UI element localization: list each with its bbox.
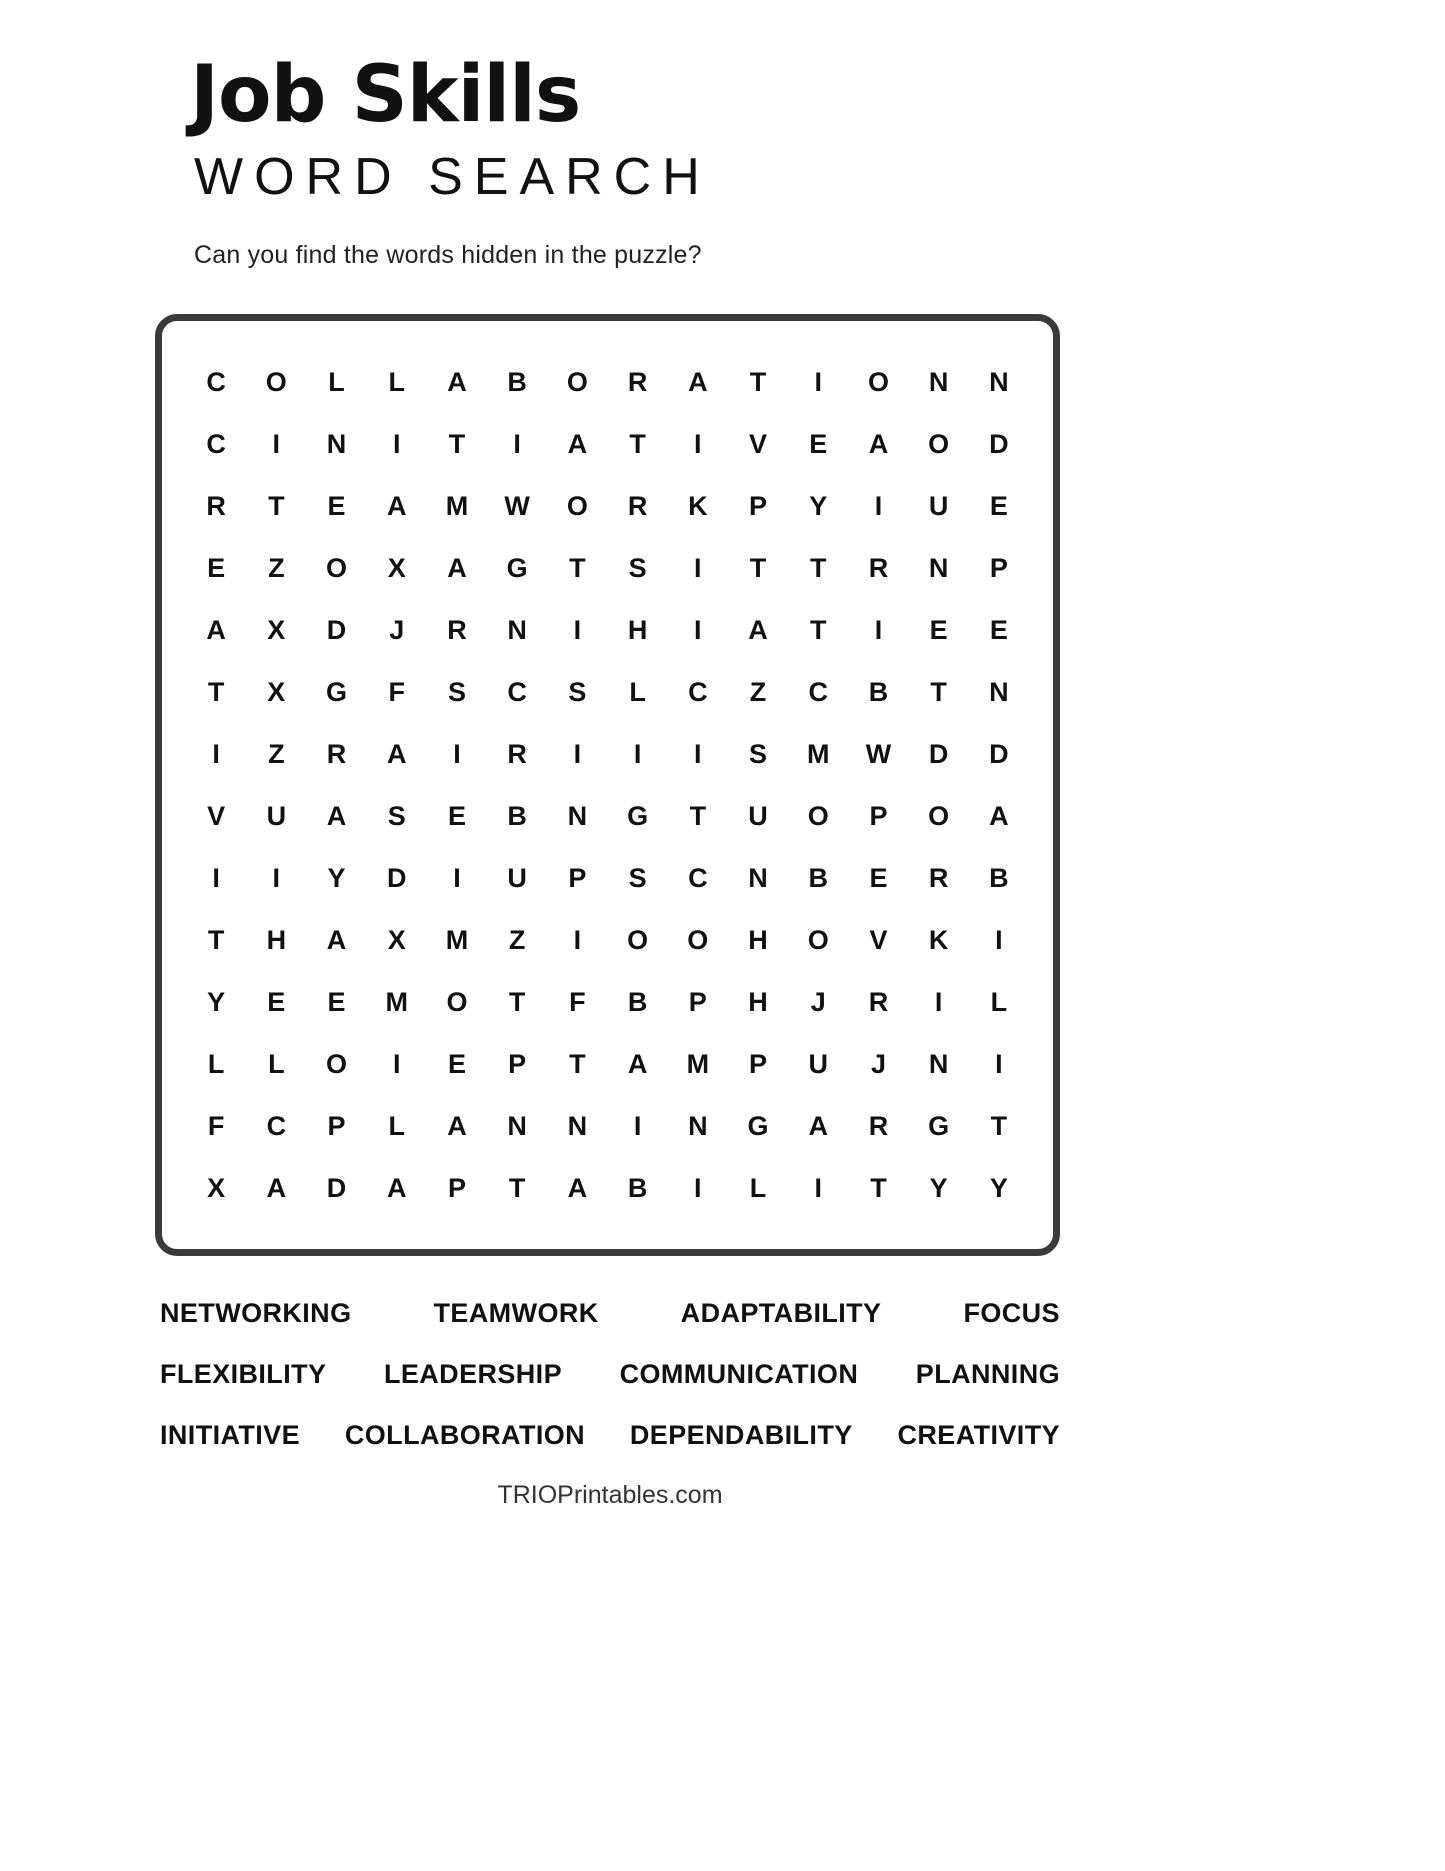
grid-cell[interactable]: W [504, 490, 530, 521]
grid-cell[interactable]: I [513, 428, 521, 459]
grid-cell[interactable]: K [928, 924, 949, 955]
grid-cell[interactable]: M [445, 924, 469, 955]
grid-cell[interactable]: A [868, 428, 889, 459]
grid-cell[interactable]: E [989, 490, 1008, 521]
grid-cell[interactable]: E [327, 986, 346, 1017]
grid-cell[interactable]: R [326, 738, 347, 769]
grid-cell[interactable]: D [386, 862, 407, 893]
grid-cell[interactable]: E [869, 862, 888, 893]
grid-cell[interactable]: M [686, 1048, 710, 1079]
grid-cell[interactable]: N [567, 800, 588, 831]
grid-cell[interactable]: V [869, 924, 888, 955]
grid-cell[interactable]: H [748, 924, 768, 955]
grid-cell[interactable]: X [207, 1172, 226, 1203]
grid-cell[interactable]: R [206, 490, 226, 521]
grid-cell[interactable]: M [385, 986, 408, 1017]
grid-cell[interactable]: T [508, 1172, 526, 1203]
grid-cell[interactable]: C [266, 1110, 287, 1141]
grid-cell[interactable]: T [569, 1048, 586, 1079]
grid-cell[interactable]: S [387, 800, 406, 831]
grid-cell[interactable]: Z [268, 738, 285, 769]
grid-cell[interactable]: Y [989, 1172, 1008, 1203]
grid-cell[interactable]: N [989, 366, 1009, 397]
grid-cell[interactable]: O [627, 924, 649, 955]
grid-cell[interactable]: I [694, 614, 702, 645]
grid-cell[interactable]: F [388, 676, 405, 707]
grid-cell[interactable]: I [995, 1048, 1003, 1079]
grid-cell[interactable]: A [688, 366, 708, 397]
grid-cell[interactable]: A [567, 428, 588, 459]
grid-cell[interactable]: R [627, 490, 648, 521]
grid-cell[interactable]: I [874, 490, 883, 521]
grid-cell[interactable]: G [326, 676, 348, 707]
grid-cell[interactable]: T [268, 490, 285, 521]
grid-cell[interactable]: O [326, 1048, 348, 1079]
grid-cell[interactable]: E [809, 428, 828, 459]
grid-cell[interactable]: I [392, 1048, 401, 1079]
grid-cell[interactable]: P [447, 1172, 466, 1203]
grid-cell[interactable]: L [629, 676, 646, 707]
grid-cell[interactable]: B [627, 1172, 648, 1203]
word-list-item[interactable]: NETWORKING [160, 1297, 352, 1328]
grid-cell[interactable]: A [326, 800, 347, 831]
grid-cell[interactable]: B [868, 676, 889, 707]
grid-cell[interactable]: I [453, 738, 461, 769]
grid-cell[interactable]: T [809, 614, 827, 645]
grid-cell[interactable]: E [207, 552, 226, 583]
grid-cell[interactable]: I [272, 862, 281, 893]
grid-cell[interactable]: A [206, 614, 226, 645]
grid-cell[interactable]: I [212, 738, 220, 769]
grid-cell[interactable]: P [749, 1048, 768, 1079]
grid-cell[interactable]: N [928, 1048, 949, 1079]
grid-cell[interactable]: Z [508, 924, 526, 955]
grid-cell[interactable]: M [445, 490, 469, 521]
grid-cell[interactable]: B [627, 986, 648, 1017]
grid-cell[interactable]: T [207, 924, 225, 955]
grid-cell[interactable]: Z [749, 676, 767, 707]
grid-cell[interactable]: V [749, 428, 768, 459]
grid-cell[interactable]: P [568, 862, 587, 893]
grid-cell[interactable]: F [569, 986, 586, 1017]
word-list-row [160, 1298, 1060, 1329]
grid-cell[interactable]: I [573, 738, 582, 769]
grid-cell[interactable]: X [387, 924, 406, 955]
grid-cell[interactable]: B [507, 366, 527, 397]
grid-cell[interactable]: E [989, 614, 1008, 645]
grid-cell[interactable]: N [928, 366, 949, 397]
grid-cell[interactable]: O [687, 924, 709, 955]
grid-cell[interactable]: O [566, 490, 588, 521]
grid-cell[interactable]: A [808, 1110, 828, 1141]
grid-cell[interactable]: M [806, 738, 830, 769]
grid-cell[interactable]: A [386, 1172, 407, 1203]
word-list [160, 1298, 1060, 1451]
grid-cell[interactable]: I [694, 552, 702, 583]
word-list-item[interactable]: PLANNING [915, 1358, 1060, 1389]
word-list-row [160, 1420, 1060, 1451]
grid-cell[interactable]: T [569, 552, 586, 583]
grid-cell[interactable]: N [567, 1110, 588, 1141]
grid-cell[interactable]: I [995, 924, 1003, 955]
grid-cell[interactable]: L [207, 1048, 225, 1079]
grid-cell[interactable]: H [627, 614, 648, 645]
grid-cell[interactable]: N [928, 552, 949, 583]
word-list-item[interactable]: DEPENDABILITY [629, 1419, 853, 1450]
grid-cell[interactable]: I [694, 1172, 702, 1203]
grid-cell[interactable]: N [507, 614, 527, 645]
grid-cell[interactable]: C [688, 676, 708, 707]
grid-cell[interactable]: L [990, 986, 1008, 1017]
grid-cell[interactable]: L [749, 1172, 767, 1203]
grid-cell[interactable]: L [268, 1048, 285, 1079]
grid-cell[interactable]: E [267, 986, 286, 1017]
grid-cell[interactable]: A [266, 1172, 287, 1203]
footer-credit: TRIOPrintables.com [497, 1480, 723, 1509]
word-list-item[interactable]: TEAMWORK [433, 1297, 599, 1328]
grid-cell[interactable]: L [328, 366, 345, 397]
word-list-row [160, 1359, 1060, 1390]
grid-cell[interactable]: V [207, 800, 226, 831]
grid-cell[interactable]: U [808, 1048, 828, 1079]
grid-cell[interactable]: A [447, 366, 467, 397]
grid-cell[interactable]: T [508, 986, 526, 1017]
grid-cell[interactable]: L [388, 1110, 405, 1141]
grid-cell[interactable]: T [207, 676, 225, 707]
grid-cell[interactable]: G [928, 1110, 950, 1141]
grid-cell[interactable]: H [748, 986, 768, 1017]
grid-cell[interactable]: C [808, 676, 828, 707]
grid-cell[interactable]: C [507, 676, 527, 707]
grid-cell[interactable]: S [447, 676, 466, 707]
grid-cell[interactable]: H [266, 924, 287, 955]
grid-cell[interactable]: I [694, 428, 702, 459]
grid-cell[interactable]: O [807, 924, 829, 955]
grid-cell[interactable]: T [930, 676, 947, 707]
grid-cell[interactable]: A [386, 490, 407, 521]
grid-cell[interactable]: Z [268, 552, 285, 583]
grid-cell[interactable]: N [748, 862, 768, 893]
word-list-item[interactable]: INITIATIVE [160, 1419, 301, 1450]
grid-cell[interactable]: T [990, 1110, 1008, 1141]
grid-cell[interactable]: A [386, 738, 407, 769]
grid-cell[interactable]: R [868, 1110, 889, 1141]
grid-cell[interactable]: E [447, 800, 466, 831]
grid-cell[interactable]: R [627, 366, 648, 397]
grid-cell[interactable]: G [506, 552, 528, 583]
grid-cell[interactable]: G [627, 800, 649, 831]
grid-cell[interactable]: L [388, 366, 405, 397]
grid-cell[interactable]: I [272, 428, 281, 459]
grid-cell[interactable]: O [867, 366, 889, 397]
grid-cell[interactable]: P [989, 552, 1008, 583]
grid-cell[interactable]: C [688, 862, 708, 893]
grid-cell[interactable]: S [749, 738, 768, 769]
grid-cell[interactable]: S [628, 862, 647, 893]
grid-cell[interactable]: U [266, 800, 287, 831]
grid-cell[interactable]: R [447, 614, 467, 645]
grid-cell[interactable]: I [694, 738, 702, 769]
word-search-grid-container [155, 314, 1060, 1256]
grid-cell[interactable]: I [573, 614, 582, 645]
grid-cell[interactable]: R [507, 738, 527, 769]
grid-cell[interactable]: A [627, 1048, 648, 1079]
grid-cell[interactable]: B [808, 862, 828, 893]
grid-cell[interactable]: J [870, 1048, 886, 1079]
word-search-grid[interactable] [186, 351, 1029, 1219]
grid-cell[interactable]: O [265, 366, 287, 397]
grid-cell[interactable]: R [928, 862, 949, 893]
grid-cell[interactable]: D [326, 614, 347, 645]
grid-cell[interactable]: O [928, 428, 950, 459]
grid-cell[interactable]: J [810, 986, 826, 1017]
grid-cell[interactable]: Y [809, 490, 828, 521]
grid-cell[interactable]: X [387, 552, 406, 583]
page-title: Job Skills [190, 50, 581, 140]
grid-cell[interactable]: F [207, 1110, 225, 1141]
grid-cell[interactable]: U [507, 862, 527, 893]
grid-cell[interactable]: A [989, 800, 1009, 831]
grid-cell[interactable]: A [447, 1110, 467, 1141]
grid-cell[interactable]: N [989, 676, 1009, 707]
grid-cell[interactable]: O [326, 552, 348, 583]
grid-cell[interactable]: A [748, 614, 768, 645]
grid-cell[interactable]: T [870, 1172, 887, 1203]
word-list-item[interactable]: FOCUS [963, 1297, 1060, 1328]
grid-cell[interactable]: W [865, 738, 892, 769]
grid-cell[interactable]: A [447, 552, 467, 583]
grid-cell[interactable]: I [212, 862, 220, 893]
grid-cell[interactable]: I [814, 1172, 822, 1203]
grid-cell[interactable]: X [267, 676, 286, 707]
word-list-item[interactable]: CREATIVITY [897, 1419, 1060, 1450]
grid-cell[interactable]: N [326, 428, 347, 459]
grid-cell[interactable]: R [868, 552, 889, 583]
grid-cell[interactable]: E [327, 490, 346, 521]
grid-cell[interactable]: I [814, 366, 822, 397]
grid-cell[interactable]: R [868, 986, 889, 1017]
grid-cell[interactable]: I [934, 986, 943, 1017]
grid-cell[interactable]: T [749, 366, 767, 397]
grid-cell[interactable]: P [327, 1110, 346, 1141]
grid-cell[interactable]: P [749, 490, 768, 521]
word-list-item[interactable]: ADAPTABILITY [680, 1297, 882, 1328]
grid-cell[interactable]: C [206, 428, 226, 459]
word-list-item[interactable]: COLLABORATION [344, 1419, 586, 1450]
grid-cell[interactable]: I [874, 614, 883, 645]
grid-cell[interactable]: E [929, 614, 948, 645]
instructions-text: Can you find the words hidden in the puzzle? [194, 240, 702, 269]
grid-cell[interactable]: S [568, 676, 587, 707]
grid-cell[interactable]: N [507, 1110, 527, 1141]
grid-cell[interactable]: D [928, 738, 949, 769]
grid-cell[interactable]: I [392, 428, 401, 459]
word-list-item[interactable]: LEADERSHIP [383, 1358, 562, 1389]
grid-cell[interactable]: P [869, 800, 888, 831]
grid-cell[interactable]: D [326, 1172, 347, 1203]
grid-cell[interactable]: T [448, 428, 466, 459]
grid-cell[interactable]: G [747, 1110, 769, 1141]
grid-cell[interactable]: I [633, 1110, 642, 1141]
grid-cell[interactable]: O [807, 800, 829, 831]
grid-cell[interactable]: A [326, 924, 347, 955]
grid-cell[interactable]: O [928, 800, 950, 831]
grid-cell[interactable]: I [453, 862, 461, 893]
grid-cell[interactable]: U [748, 800, 768, 831]
grid-cell[interactable]: T [689, 800, 707, 831]
grid-cell[interactable]: J [389, 614, 405, 645]
grid-cell[interactable]: P [688, 986, 707, 1017]
grid-cell[interactable]: Y [929, 1172, 948, 1203]
grid-cell[interactable]: I [573, 924, 582, 955]
grid-cell[interactable]: O [566, 366, 588, 397]
grid-cell[interactable]: C [206, 366, 226, 397]
grid-cell[interactable]: B [507, 800, 527, 831]
grid-cell[interactable]: T [629, 428, 646, 459]
page-subtitle: WORD SEARCH [194, 147, 711, 206]
grid-cell[interactable]: Y [327, 862, 346, 893]
grid-cell[interactable]: K [688, 490, 708, 521]
word-list-item[interactable]: FLEXIBILITY [160, 1358, 327, 1389]
grid-cell[interactable]: P [508, 1048, 527, 1079]
grid-cell[interactable]: Y [207, 986, 226, 1017]
grid-cell[interactable]: N [688, 1110, 708, 1141]
grid-cell[interactable]: A [567, 1172, 588, 1203]
grid-cell[interactable]: I [633, 738, 642, 769]
grid-cell[interactable]: T [809, 552, 827, 583]
grid-cell[interactable]: T [749, 552, 767, 583]
grid-cell[interactable]: E [447, 1048, 466, 1079]
grid-cell[interactable]: D [989, 738, 1009, 769]
grid-cell[interactable]: B [989, 862, 1009, 893]
grid-cell[interactable]: X [267, 614, 286, 645]
grid-cell[interactable]: O [446, 986, 468, 1017]
grid-cell[interactable]: U [928, 490, 949, 521]
grid-cell[interactable]: D [989, 428, 1009, 459]
grid-cell[interactable]: S [628, 552, 647, 583]
word-list-item[interactable]: COMMUNICATION [619, 1358, 859, 1389]
